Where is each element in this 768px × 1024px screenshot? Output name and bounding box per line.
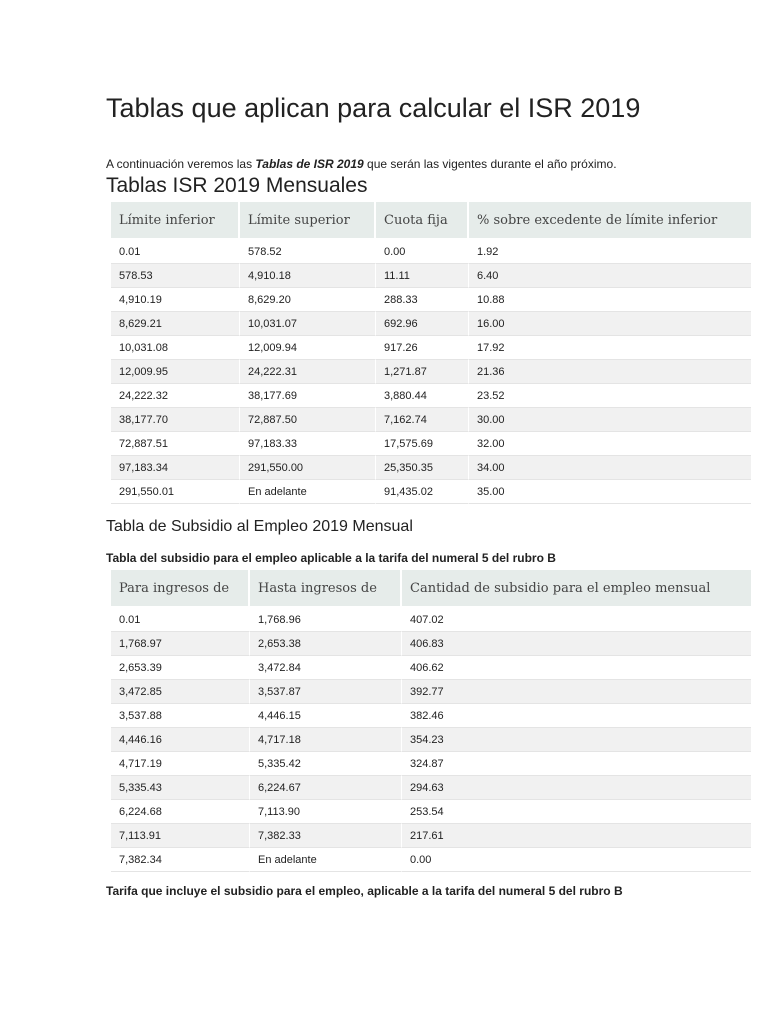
- table-cell: 35.00: [469, 480, 751, 504]
- table-row: [111, 288, 751, 312]
- column-header: Para ingresos de: [111, 570, 250, 608]
- table-cell: 217.61: [402, 824, 751, 848]
- table-cell: 291,550.00: [240, 456, 376, 480]
- table-row: [111, 728, 751, 752]
- table-cell: 17.92: [469, 336, 751, 360]
- table-cell: 7,113.90: [250, 800, 402, 824]
- table-cell: 324.87: [402, 752, 751, 776]
- table-cell: 6,224.68: [111, 800, 250, 824]
- table-cell: 7,382.33: [250, 824, 402, 848]
- table-row: [111, 408, 751, 432]
- table-row: [111, 360, 751, 384]
- table-row: [111, 704, 751, 728]
- table-cell: 578.52: [240, 240, 376, 264]
- table-cell: 5,335.43: [111, 776, 250, 800]
- table-cell: 10.88: [469, 288, 751, 312]
- table-cell: 24,222.32: [111, 384, 240, 408]
- column-header: Hasta ingresos de: [250, 570, 402, 608]
- table-cell: 72,887.50: [240, 408, 376, 432]
- table-cell: 4,446.16: [111, 728, 250, 752]
- table-cell: 7,113.91: [111, 824, 250, 848]
- table-row: [111, 776, 751, 800]
- table-cell: 407.02: [402, 608, 751, 632]
- table-cell: 3,472.85: [111, 680, 250, 704]
- table-row: [111, 800, 751, 824]
- table-cell: 4,910.19: [111, 288, 240, 312]
- table-row: [111, 608, 751, 632]
- table-cell: 16.00: [469, 312, 751, 336]
- table-cell: 1.92: [469, 240, 751, 264]
- table-cell: En adelante: [250, 848, 402, 872]
- table-cell: 354.23: [402, 728, 751, 752]
- table-cell: 3,880.44: [376, 384, 469, 408]
- isr-table-heading: Tablas ISR 2019 Mensuales: [106, 174, 368, 197]
- table-cell: 382.46: [402, 704, 751, 728]
- table-row: [111, 480, 751, 504]
- table-row: [111, 632, 751, 656]
- table-cell: 0.00: [376, 240, 469, 264]
- table-cell: 2,653.39: [111, 656, 250, 680]
- table-cell: 294.63: [402, 776, 751, 800]
- table-row: [111, 384, 751, 408]
- table-cell: 23.52: [469, 384, 751, 408]
- column-header: Límite superior: [240, 202, 376, 240]
- table-cell: 38,177.70: [111, 408, 240, 432]
- table-cell: 578.53: [111, 264, 240, 288]
- table-cell: 253.54: [402, 800, 751, 824]
- column-header: % sobre excedente de límite inferior: [469, 202, 751, 240]
- table-cell: 1,768.96: [250, 608, 402, 632]
- intro-text-after: que serán las vigentes durante el año próximo.: [363, 157, 617, 171]
- subsidy-monthly-table: [111, 570, 751, 872]
- table-cell: 38,177.69: [240, 384, 376, 408]
- table-row: [111, 240, 751, 264]
- table-cell: 25,350.35: [376, 456, 469, 480]
- table-cell: 0.01: [111, 240, 240, 264]
- intro-emphasis: Tablas de ISR 2019: [255, 157, 364, 171]
- table-cell: 12,009.94: [240, 336, 376, 360]
- table-cell: 10,031.07: [240, 312, 376, 336]
- table-cell: 97,183.34: [111, 456, 240, 480]
- table-cell: 2,653.38: [250, 632, 402, 656]
- table-cell: 4,717.18: [250, 728, 402, 752]
- page-title: Tablas que aplican para calcular el ISR 2019: [106, 93, 641, 123]
- table-cell: 291,550.01: [111, 480, 240, 504]
- column-header: Cuota fija: [376, 202, 469, 240]
- table-cell: 0.01: [111, 608, 250, 632]
- table-cell: 10,031.08: [111, 336, 240, 360]
- table-row: [111, 264, 751, 288]
- intro-text-before: A continuación veremos las: [106, 157, 256, 171]
- table-cell: 8,629.20: [240, 288, 376, 312]
- table-row: [111, 752, 751, 776]
- table-cell: 6,224.67: [250, 776, 402, 800]
- table-row: [111, 848, 751, 872]
- table-cell: 8,629.21: [111, 312, 240, 336]
- table-cell: 30.00: [469, 408, 751, 432]
- table-cell: 1,768.97: [111, 632, 250, 656]
- footer-caption: Tarifa que incluye el subsidio para el empleo, aplicable a la tarifa del numeral 5 del rubro B: [106, 884, 623, 898]
- table-cell: 4,717.19: [111, 752, 250, 776]
- table-cell: 1,271.87: [376, 360, 469, 384]
- table-cell: 3,472.84: [250, 656, 402, 680]
- subsidy-table-caption: Tabla del subsidio para el empleo aplicable a la tarifa del numeral 5 del rubro B: [106, 551, 556, 565]
- table-row: [111, 824, 751, 848]
- table-row: [111, 432, 751, 456]
- table-cell: 5,335.42: [250, 752, 402, 776]
- intro-paragraph: [106, 157, 746, 172]
- column-header: Cantidad de subsidio para el empleo mensual: [402, 570, 751, 608]
- table-cell: 4,446.15: [250, 704, 402, 728]
- table-cell: 0.00: [402, 848, 751, 872]
- table-cell: 7,162.74: [376, 408, 469, 432]
- table-cell: 91,435.02: [376, 480, 469, 504]
- table-cell: 917.26: [376, 336, 469, 360]
- table-cell: 406.83: [402, 632, 751, 656]
- table-header-row: [111, 570, 751, 608]
- table-row: [111, 312, 751, 336]
- table-cell: 32.00: [469, 432, 751, 456]
- table-cell: 17,575.69: [376, 432, 469, 456]
- table-cell: 97,183.33: [240, 432, 376, 456]
- table-cell: 288.33: [376, 288, 469, 312]
- table-cell: 24,222.31: [240, 360, 376, 384]
- table-cell: En adelante: [240, 480, 376, 504]
- table-row: [111, 680, 751, 704]
- table-cell: 7,382.34: [111, 848, 250, 872]
- subsidy-table-heading: Tabla de Subsidio al Empleo 2019 Mensual: [106, 518, 413, 535]
- table-cell: 12,009.95: [111, 360, 240, 384]
- table-cell: 692.96: [376, 312, 469, 336]
- table-cell: 3,537.88: [111, 704, 250, 728]
- table-cell: 34.00: [469, 456, 751, 480]
- table-cell: 72,887.51: [111, 432, 240, 456]
- table-cell: 21.36: [469, 360, 751, 384]
- table-cell: 3,537.87: [250, 680, 402, 704]
- table-row: [111, 656, 751, 680]
- table-header-row: [111, 202, 751, 240]
- table-cell: 406.62: [402, 656, 751, 680]
- table-cell: 11.11: [376, 264, 469, 288]
- table-row: [111, 336, 751, 360]
- table-row: [111, 456, 751, 480]
- table-cell: 6.40: [469, 264, 751, 288]
- table-cell: 392.77: [402, 680, 751, 704]
- isr-monthly-table: [111, 202, 751, 504]
- column-header: Límite inferior: [111, 202, 240, 240]
- table-cell: 4,910.18: [240, 264, 376, 288]
